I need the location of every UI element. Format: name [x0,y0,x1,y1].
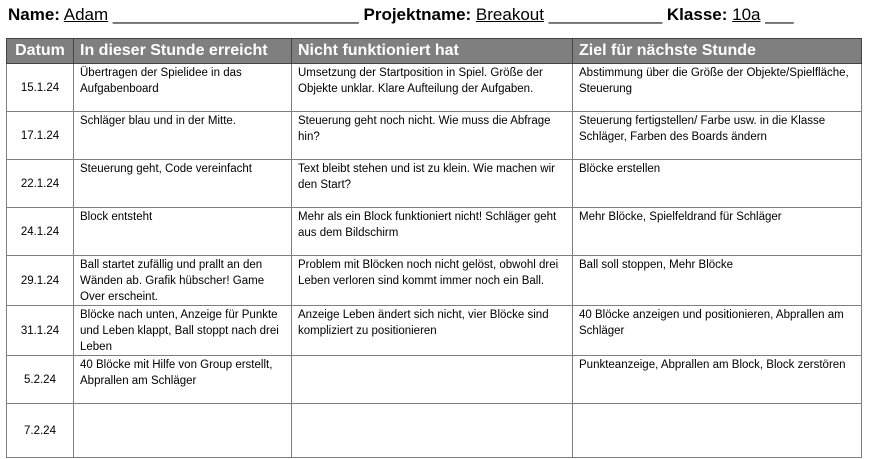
cell-not-working[interactable] [292,404,573,458]
name-value[interactable]: Adam [63,5,109,24]
cell-achieved[interactable]: 40 Blöcke mit Hilfe von Group erstellt, Abprallen am Schläger [74,356,292,404]
cell-not-working[interactable]: Text bleibt stehen und ist zu klein. Wie machen wir den Start? [292,160,573,208]
cell-not-working[interactable]: Umsetzung der Startposition in Spiel. Größe der Objekte unklar. Klare Aufteilung der Aufgaben. [292,64,573,112]
cell-goal[interactable]: 40 Blöcke anzeigen und positionieren, Abprallen am Schläger [573,306,862,356]
cell-goal[interactable] [573,404,862,458]
name-label: Name: [8,5,60,24]
name-blank-line: __________________________ [112,5,359,24]
form-header [8,2,872,28]
cell-date[interactable]: 5.2.24 [7,356,74,404]
progress-log-table [6,38,862,458]
table-header-row [7,39,862,64]
cell-not-working[interactable]: Anzeige Leben ändert sich nicht, vier Blöcke sind kompliziert zu positionieren [292,306,573,356]
class-label: Klasse: [666,5,728,24]
cell-not-working[interactable] [292,356,573,404]
table-row [7,208,862,256]
table-row [7,306,862,356]
table-row [7,64,862,112]
project-value[interactable]: Breakout [475,5,544,24]
cell-not-working[interactable]: Problem mit Blöcken noch nicht gelöst, obwohl drei Leben verloren sind kommt immer noch ein Ball. [292,256,573,306]
cell-goal[interactable]: Abstimmung über die Größe der Objekte/Spielfläche, Steuerung [573,64,862,112]
column-header-goal: Ziel für nächste Stunde [573,39,862,64]
column-header-not-working: Nicht funktioniert hat [292,39,573,64]
cell-achieved[interactable]: Schläger blau und in der Mitte. [74,112,292,160]
table-row [7,404,862,458]
cell-date[interactable]: 22.1.24 [7,160,74,208]
cell-achieved[interactable]: Übertragen der Spielidee in das Aufgabenboard [74,64,292,112]
cell-goal[interactable]: Steuerung fertigstellen/ Farbe usw. in die Klasse Schläger, Farben des Boards ändern [573,112,862,160]
table-row [7,112,862,160]
cell-not-working[interactable]: Steuerung geht noch nicht. Wie muss die Abfrage hin? [292,112,573,160]
cell-date[interactable]: 15.1.24 [7,64,74,112]
table-row [7,356,862,404]
table-row [7,160,862,208]
project-blank-line: ____________ [548,5,663,24]
cell-goal[interactable]: Mehr Blöcke, Spielfeldrand für Schläger [573,208,862,256]
cell-achieved[interactable]: Steuerung geht, Code vereinfacht [74,160,292,208]
project-label: Projektname: [363,5,472,24]
cell-date[interactable]: 24.1.24 [7,208,74,256]
column-header-date: Datum [7,39,74,64]
table-row [7,256,862,306]
class-blank-line: ___ [765,5,794,24]
cell-not-working[interactable]: Mehr als ein Block funktioniert nicht! Schläger geht aus dem Bildschirm [292,208,573,256]
cell-achieved[interactable]: Ball startet zufällig und prallt an den Wänden ab. Grafik hübscher! Game Over erscheint. [74,256,292,306]
cell-achieved[interactable]: Blöcke nach unten, Anzeige für Punkte und Leben klappt, Ball stoppt nach drei Leben [74,306,292,356]
cell-goal[interactable]: Blöcke erstellen [573,160,862,208]
column-header-achieved: In dieser Stunde erreicht [74,39,292,64]
cell-date[interactable]: 17.1.24 [7,112,74,160]
cell-goal[interactable]: Punkteanzeige, Abprallen am Block, Block zerstören [573,356,862,404]
cell-date[interactable]: 31.1.24 [7,306,74,356]
cell-date[interactable]: 7.2.24 [7,404,74,458]
cell-date[interactable]: 29.1.24 [7,256,74,306]
cell-achieved[interactable]: Block entsteht [74,208,292,256]
cell-goal[interactable]: Ball soll stoppen, Mehr Blöcke [573,256,862,306]
cell-achieved[interactable] [74,404,292,458]
class-value[interactable]: 10a [732,5,761,24]
